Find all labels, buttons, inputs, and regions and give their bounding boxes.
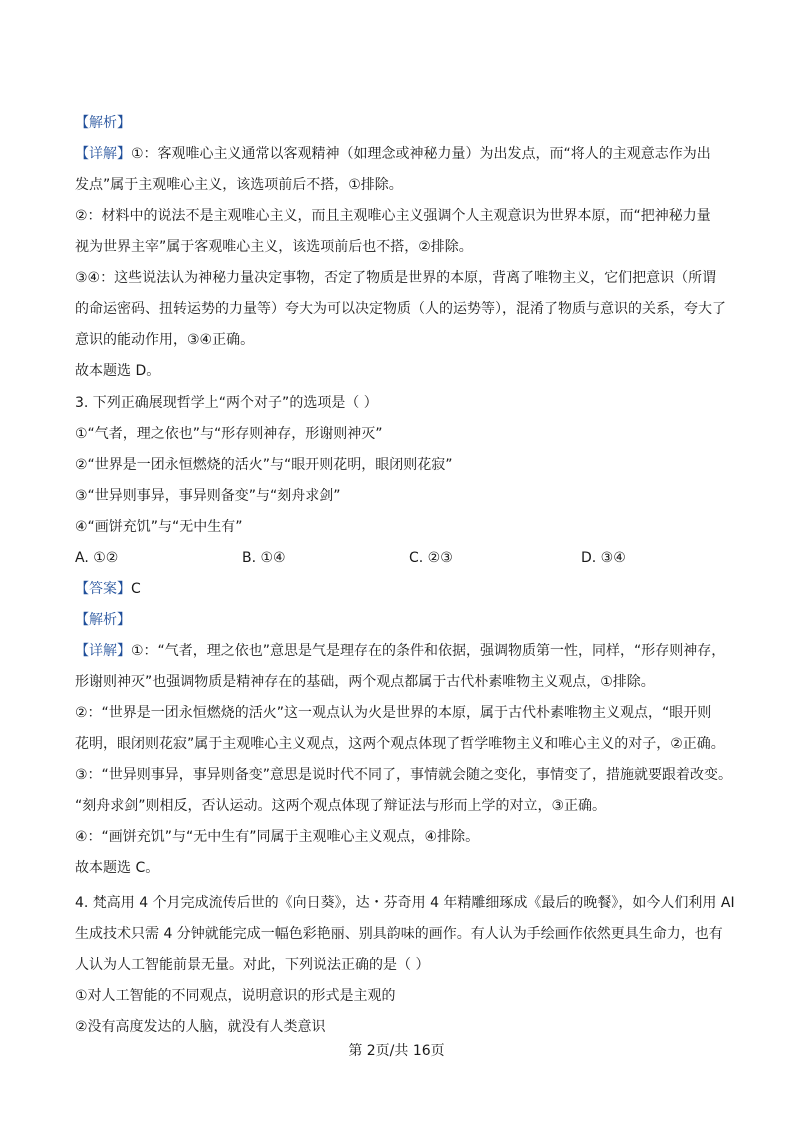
detail-line: ④：“画饼充饥”与“无中生有”同属于主观唯心主义观点，④排除。	[75, 829, 480, 845]
option-d: D. ③④	[581, 550, 626, 566]
question-stem: 4. 梵高用 4 个月完成流传后世的《向日葵》，达・芬奇用 4 年精雕细琢成《最后的晚餐》，如今人们利用 AI	[75, 895, 735, 911]
detail-tag: 【详解】	[75, 146, 131, 162]
question-item: ②“世界是一团永恒燃烧的活火”与“眼开则花明，眼闭则花寂”	[75, 457, 453, 473]
page-footer: 第 2页/共 16页	[348, 1043, 445, 1059]
detail-line: 的命运密码、扭转运势的力量等）夸大为可以决定物质（人的运势等），混淆了物质与意识的关系，夸大了	[75, 301, 726, 317]
question-item: ②没有高度发达的人脑，就没有人类意识	[75, 1019, 326, 1035]
previous-question-analysis	[75, 108, 725, 387]
option-a: A. ①②	[75, 550, 119, 566]
detail-line: “刻舟求剑”则相反，否认运动。这两个观点体现了辩证法与形而上学的对立，③正确。	[75, 798, 607, 814]
question-item: ③“世异则事异，事异则备变”与“刻舟求剑”	[75, 488, 341, 504]
question-3	[75, 388, 733, 884]
question-item: ④“画饼充饥”与“无中生有”	[75, 519, 243, 535]
answer-options	[75, 543, 725, 574]
detail-line: 【详解】①：客观唯心主义通常以客观精神（如理念或神秘力量）为出发点，而“将人的主观意志作为出	[75, 146, 711, 162]
question-item: ①“气者，理之依也”与“形存则神存，形谢则神灭”	[75, 426, 383, 442]
detail-line: 【详解】①：“气者，理之依也”意思是气是理存在的条件和依据，强调物质第一性，同样，“形存则神存，	[75, 643, 726, 659]
option-c: C. ②③	[409, 550, 453, 566]
analysis-tag: 【解析】	[75, 115, 131, 131]
detail-line: 意识的能动作用，③④正确。	[75, 332, 255, 348]
detail-line: 花明，眼闭则花寂”属于主观唯心主义观点，这两个观点体现了哲学唯物主义和唯心主义的对子，②正确。	[75, 736, 725, 752]
detail-line: ②：“世界是一团永恒燃烧的活火”这一观点认为火是世界的本原，属于古代朴素唯物主义观点，“眼开则	[75, 705, 712, 721]
detail-tag: 【详解】	[75, 643, 131, 659]
detail-line: ③④：这些说法认为神秘力量决定事物，否定了物质是世界的本原，背离了唯物主义，它们把意识（所谓	[75, 270, 717, 286]
conclusion-line: 故本题选 D。	[75, 363, 161, 379]
detail-line: 形谢则神灭”也强调物质是精神存在的基础，两个观点都属于古代朴素唯物主义观点，①排除。	[75, 674, 655, 690]
analysis-tag: 【解析】	[75, 612, 131, 628]
detail-line: ②：材料中的说法不是主观唯心主义，而且主观唯心主义强调个人主观意识为世界本原，而“把神秘力量	[75, 208, 711, 224]
question-stem: 3. 下列正确展现哲学上“两个对子”的选项是（ ）	[75, 395, 378, 411]
answer-line	[75, 574, 725, 605]
detail-line: 发点”属于主观唯心主义，该选项前后不搭，①排除。	[75, 177, 403, 193]
answer-tag: 【答案】	[75, 581, 131, 597]
detail-line: 视为世界主宰”属于客观唯心主义，该选项前后也不搭，②排除。	[75, 239, 473, 255]
detail-line: ③：“世异则事异，事异则备变”意思是说时代不同了，事情就会随之变化，事情变了，措施就要跟着改变。	[75, 767, 733, 783]
question-item: ①对人工智能的不同观点，说明意识的形式是主观的	[75, 988, 396, 1004]
question-stem: 生成技术只需 4 分钟就能完成一幅色彩艳丽、别具韵味的画作。有人认为手绘画作依然更具生命力，也有	[75, 926, 723, 942]
question-4	[75, 888, 735, 1043]
option-b: B. ①④	[242, 550, 286, 566]
question-stem: 人认为人工智能前景无量。对此，下列说法正确的是（ ）	[75, 957, 430, 973]
answer-value: C	[131, 581, 141, 597]
conclusion-line: 故本题选 C。	[75, 860, 160, 876]
